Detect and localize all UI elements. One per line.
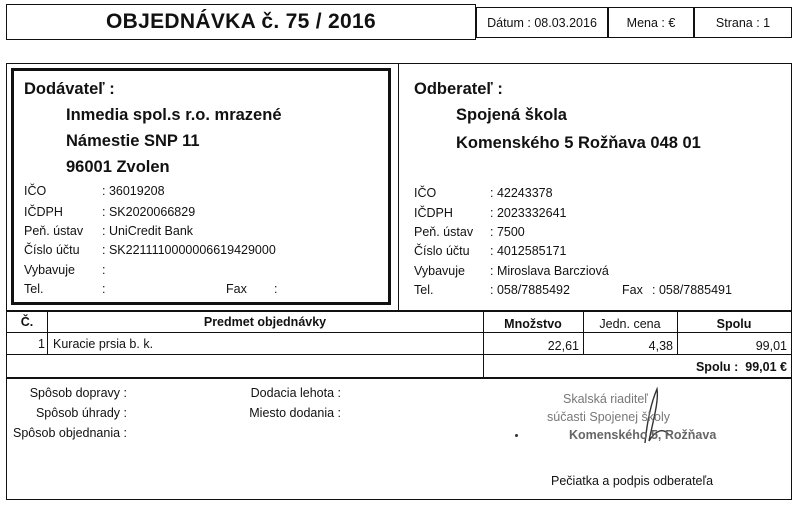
col-header-qty: Množstvo — [504, 317, 562, 331]
parties-divider — [398, 63, 399, 311]
row-item: Kuracie prsia b. k. — [53, 337, 154, 351]
col-header-total: Spolu — [716, 317, 752, 331]
page-cell — [694, 7, 792, 38]
supplier-fax-value: : — [274, 282, 281, 296]
delivery-place-label: Miesto dodania : — [249, 406, 341, 420]
supplier-contact-label: Vybavuje — [24, 263, 75, 277]
buyer-contact-label: Vybavuje — [414, 264, 465, 278]
supplier-account-label: Číslo účtu — [24, 243, 80, 257]
grand-total-value: 99,01 € — [745, 360, 787, 374]
supplier-icdph-label: IČDPH — [24, 205, 63, 219]
buyer-ico-value: : 42243378 — [490, 186, 553, 200]
supplier-account-value: : SK2211110000006619429000 — [102, 243, 276, 257]
row-no: 1 — [38, 337, 45, 351]
buyer-contact-value: : Miroslava Barcziová — [490, 264, 609, 278]
stamp-dot — [515, 434, 518, 437]
buyer-ico-label: IČO — [414, 186, 437, 200]
currency-value: € — [668, 15, 676, 30]
buyer-icdph-label: IČDPH — [414, 206, 453, 220]
col-header-no: Č. — [20, 315, 34, 329]
items-table — [6, 311, 792, 378]
delivery-method-label: Spôsob dopravy : — [29, 386, 127, 400]
buyer-fax-label: Fax — [622, 283, 643, 297]
page-value: 1 — [763, 15, 771, 30]
row-unit-price: 4,38 — [648, 339, 673, 353]
date-label: Dátum : — [487, 15, 531, 30]
buyer-tel-value: : 058/7885492 — [490, 283, 570, 297]
order-terms-section — [6, 378, 792, 500]
order-method-label: Spôsob objednania : — [13, 426, 127, 440]
grand-total — [483, 360, 787, 374]
supplier-street: Námestie SNP 11 — [66, 132, 200, 150]
date-value: 08.03.2016 — [534, 15, 597, 30]
buyer-name: Spojená škola — [456, 106, 567, 124]
supplier-name: Inmedia spol.s r.o. mrazené — [66, 106, 282, 124]
stamp-line-2: súčasti Spojenej školy — [547, 410, 670, 424]
buyer-bank-value: : 7500 — [490, 225, 525, 239]
supplier-tel-label: Tel. — [24, 282, 44, 296]
payment-method-label: Spôsob úhrady : — [35, 406, 127, 420]
signature-caption: Pečiatka a podpis odberateľa — [551, 474, 714, 488]
supplier-contact-value: : — [102, 263, 109, 277]
supplier-icdph-value: : SK2020066829 — [102, 205, 196, 219]
table-header-rule — [7, 332, 791, 333]
grand-total-label: Spolu : — [695, 360, 739, 374]
buyer-fax-value: : 058/7885491 — [652, 283, 732, 297]
row-total: 99,01 — [755, 339, 787, 353]
buyer-account-label: Číslo účtu — [414, 244, 470, 258]
supplier-city: 96001 Zvolen — [66, 158, 170, 176]
buyer-icdph-value: : 2023332641 — [490, 206, 567, 220]
delivery-deadline-label: Dodacia lehota : — [250, 386, 341, 400]
supplier-heading: Dodávateľ : — [24, 80, 115, 98]
supplier-ico-value: : 36019208 — [102, 184, 165, 198]
page-title: OBJEDNÁVKA č. 75 / 2016 — [6, 4, 476, 40]
supplier-bank-label: Peň. ústav — [24, 224, 84, 238]
supplier-fax-label: Fax — [226, 282, 247, 296]
stamp-line-3: Komenského 5, Rožňava — [569, 428, 717, 442]
buyer-bank-label: Peň. ústav — [414, 225, 474, 239]
row-qty: 22,61 — [547, 339, 579, 353]
col-header-unit-price: Jedn. cena — [599, 317, 661, 331]
buyer-address: Komenského 5 Rožňava 048 01 — [456, 134, 701, 152]
supplier-tel-value: : — [102, 282, 109, 296]
buyer-heading: Odberateľ : — [414, 80, 503, 98]
buyer-tel-label: Tel. — [414, 283, 434, 297]
table-row-rule — [7, 354, 791, 355]
col-header-item: Predmet objednávky — [203, 315, 327, 329]
currency-cell — [608, 7, 694, 38]
supplier-bank-value: : UniCredit Bank — [102, 224, 194, 238]
date-cell — [476, 7, 608, 38]
page-label: Strana : — [715, 15, 760, 30]
supplier-ico-label: IČO — [24, 184, 47, 198]
currency-label: Mena : — [626, 15, 665, 30]
buyer-account-value: : 4012585171 — [490, 244, 567, 258]
stamp-line-1: Skalská riaditeľ — [563, 392, 648, 406]
